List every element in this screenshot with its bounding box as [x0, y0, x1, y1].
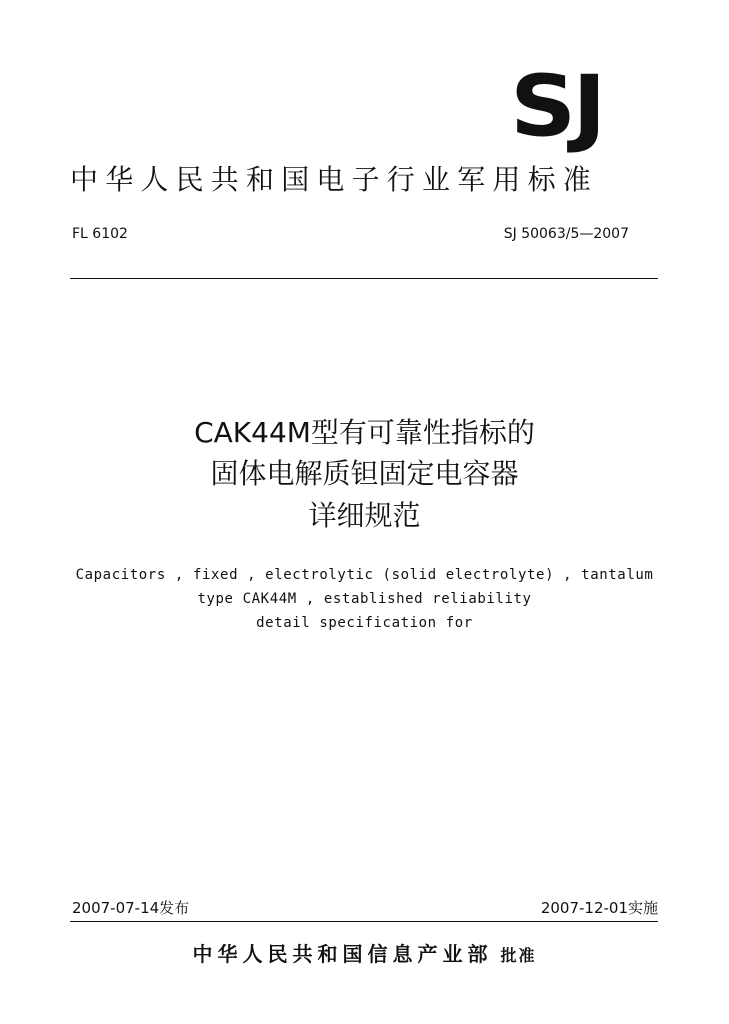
cn-title-line-3: 详细规范	[308, 499, 421, 532]
classification-code: FL 6102	[72, 226, 128, 242]
issuing-authority: 中华人民共和国信息产业部	[192, 942, 493, 966]
org-title: 中华人民共和国电子行业军用标准	[70, 163, 599, 196]
issue-date: 2007-07-14发布	[72, 899, 190, 917]
cn-title-line-1: CAK44M型有可靠性指标的	[194, 416, 535, 449]
en-title-line-3: detail specification for	[256, 615, 473, 631]
standard-number: SJ 50063/5—2007	[503, 226, 629, 242]
cn-title-line-2: 固体电解质钽固定电容器	[210, 457, 519, 490]
header-divider	[70, 278, 658, 279]
implementation-date: 2007-12-01实施	[540, 899, 658, 917]
approval-label: 批准	[500, 946, 537, 965]
footer-divider	[70, 921, 658, 922]
sj-logo: SJ	[510, 57, 603, 156]
en-title-line-2: type CAK44M , established reliability	[197, 591, 532, 607]
approval-line	[0, 940, 729, 970]
en-title-line-1: Capacitors , fixed , electrolytic (solid electrolyte) , tantalum	[75, 567, 654, 583]
